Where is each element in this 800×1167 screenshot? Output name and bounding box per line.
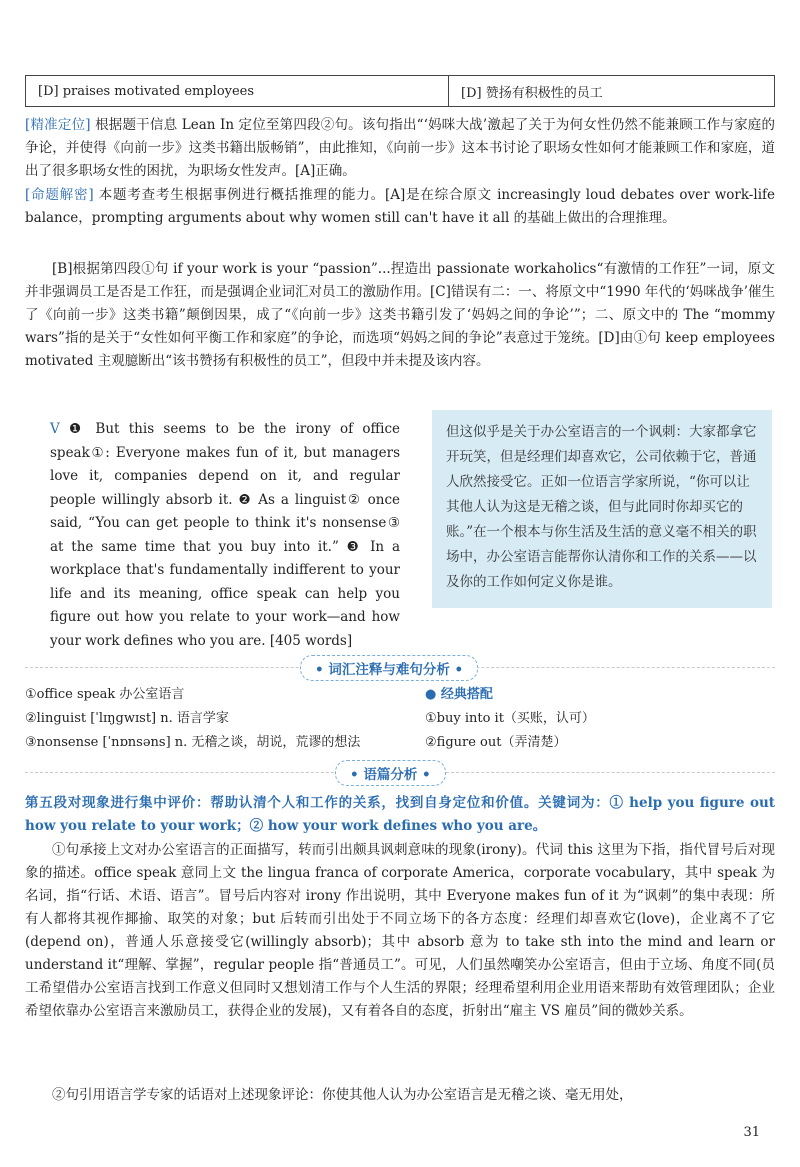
vocab-section-header: • 词汇注释与难句分析 • <box>300 655 478 681</box>
paragraph-label: V <box>50 421 60 437</box>
vocab-item: ③nonsense [ˈnɒnsəns] n. 无稽之谈，胡说，荒谬的想法 <box>25 735 361 750</box>
option-d-chinese: [D] 赞扬有积极性的员工 <box>461 85 603 101</box>
analysis-paragraph-3: [B]根据第四段①句 if your work is your “passion”...捏造出 passionate workaholics“有激情的工作狂”一词，原文并非强调员工是否是工作狂，而是强调企业词汇对员工的激励作用。[C]错误有二：一、将原文中“1990 年代的‘妈咪战争’催生了《向前一步》这类书籍”颠倒因果，成了“《向前一步》这类书籍引发了‘妈妈之间的争论’”；二、原文中的 The “mommy wars”指的是关于“女性如何平衡工作和家庭”的争论，而选项“妈妈之间的争论”表意过于笼统。[D]由①句 keep employees motivated 主观臆断出“该书赞扬有积极性的员工”，但段中并未提及该内容。 <box>25 261 775 369</box>
discourse-section-header: • 语篇分析 • <box>335 760 446 786</box>
option-d-english: [D] praises motivated employees <box>26 76 449 106</box>
analysis-text-2: 本题考查考生根据事例进行概括推理的能力。[A]是在综合原文 increasingly loud debates over work-life balance，prompting arguments about why women still can't have it all 的基础上做出的合理推理。 <box>25 187 775 226</box>
vocab-list <box>25 683 360 755</box>
discourse-summary: 第五段对现象进行集中评价：帮助认清个人和工作的关系，找到自身定位和价值。关键词为：① help you figure out how you relate to your work；② how your work defines who you are。 <box>25 795 775 834</box>
translation-box: 但这似乎是关于办公室语言的一个讽刺：大家都拿它开玩笑，但是经理们却喜欢它，公司依赖于它，普通人欣然接受它。正如一位语言学家所说，“你可以让其他人认为这是无稽之谈，但与此同时你却买它的账。”在一个根本与你生活及生活的意义毫不相关的职场中，办公室语言能帮你认清你和工作的关系——以及你的工作如何定义你是谁。 <box>432 410 772 608</box>
collocation-list <box>425 683 595 755</box>
collocation-item: ①buy into it（买账，认可） <box>425 711 595 726</box>
vocab-item: ②linguist [ˈlɪŋgwɪst] n. 语言学家 <box>25 711 229 726</box>
analysis-text-1: 根据题干信息 Lean In 定位至第四段②句。该句指出“‘妈咪大战’激起了关于为何女性仍然不能兼顾工作与家庭的争论，并使得《向前一步》这类书籍出版畅销”，由此推知，《向前一步》这本书讨论了职场女性如何才能兼顾工作和家庭，道出了很多职场女性的困扰，为职场女性发声。[A]正确。 <box>25 117 775 179</box>
vocab-item: ①office speak 办公室语言 <box>25 687 185 702</box>
discourse-paragraph-2: ②句引用语言学专家的话语对上述现象评论：你使其他人认为办公室语言是无稽之谈、毫无用处， <box>52 1087 633 1103</box>
analysis-paragraph-2 <box>25 184 775 230</box>
analysis-paragraph-1 <box>25 114 775 183</box>
tag-precise-location: [精准定位] <box>25 117 91 133</box>
options-table <box>25 75 775 107</box>
passage-text: ❶ But this seems to be the irony of office speak①: Everyone makes fun of it, but managers love it, companies depend on it, and regular people willingly absorb it. ❷ As a linguist② once said, “You can get people to think it's nonsense③ at the same time that you buy into it.” ❸ In a workplace that's fundamentally indifferent to your life and its meaning, office speak can help you figure out how you relate to your work—and how your work defines who you are. [405 words] <box>50 421 400 649</box>
discourse-paragraph-1: ①句承接上文对办公室语言的正面描写，转而引出颇具讽刺意味的现象(irony)。代词 this 这里为下指，指代冒号后对现象的描述。office speak 意同上文 the lingua franca of corporate America，corporate vocabulary，其中 speak 为名词，指“行话、术语、语言”。冒号后内容对 irony 作出说明，其中 Everyone makes fun of it 为“讽刺”的集中表现：所有人都将其视作揶揄、取笑的对象；but 后转而引出处于不同立场下的各方态度：经理们却喜欢它(love)，企业离不了它(depend on)，普通人乐意接受它(willingly absorb)；其中 absorb 意为 to take sth into the mind and learn or understand it“理解、掌握”，regular people 指“普通员工”。可见，人们虽然嘲笑办公室语言，但由于立场、角度不同(员工希望借办公室语言找到工作意义但同时又想划清工作与个人生活的界限；经理希望利用企业用语来帮助有效管理团队；企业希望依靠办公室语言来激励员工，获得企业的发展)，又有着各自的态度，折射出“雇主 VS 雇员”间的微妙关系。 <box>25 842 775 1019</box>
collocation-title: ● 经典搭配 <box>425 687 493 702</box>
page-number: 31 <box>743 1125 760 1140</box>
tag-question-decoding: [命题解密] <box>25 187 94 203</box>
collocation-item: ②figure out（弄清楚） <box>425 735 567 750</box>
passage-paragraph-5 <box>50 418 400 653</box>
